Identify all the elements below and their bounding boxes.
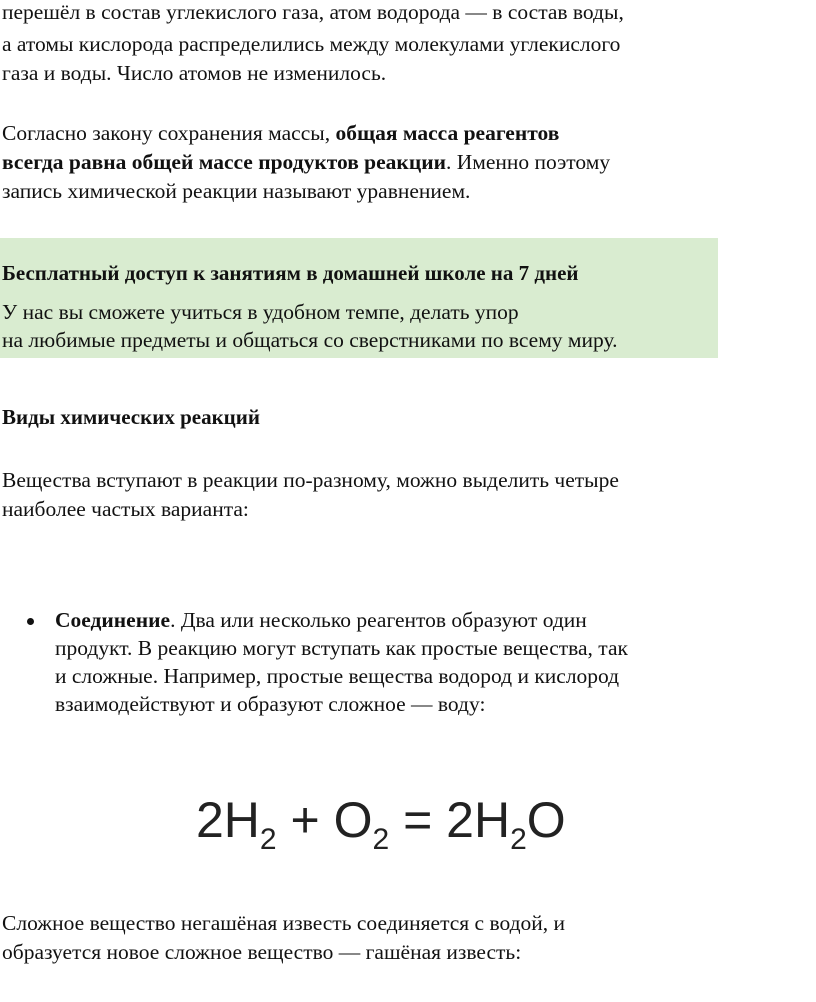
paragraph-line: наиболее частых варианта: — [2, 497, 249, 521]
paragraph-line — [2, 148, 610, 176]
promo-title[interactable]: Бесплатный доступ к занятиям в домашней школе на 7 дней — [2, 261, 579, 285]
bullet-icon — [27, 618, 34, 625]
promo-line: У нас вы сможете учиться в удобном темпе, делать упор — [2, 300, 519, 324]
list-item-line: продукт. В реакцию могут вступать как простые вещества, так — [55, 636, 628, 660]
text-span: Согласно закону сохранения массы, — [2, 121, 336, 145]
equation-part: 2H — [196, 792, 260, 848]
paragraph-line: Вещества вступают в реакции по-разному, можно выделить четыре — [2, 468, 619, 492]
equation-subscript: 2 — [372, 823, 390, 856]
list-item-line: и сложные. Например, простые вещества водород и кислород — [55, 664, 620, 688]
text-span: . Два или несколько реагентов образуют один — [170, 608, 587, 632]
equation-part: O — [526, 792, 566, 848]
paragraph-line: запись химической реакции называют уравнением. — [2, 179, 471, 203]
list-item-line: взаимодействуют и образуют сложное — воду: — [55, 692, 486, 716]
bold-text: всегда равна общей массе продуктов реакции — [2, 150, 446, 174]
list-item-line — [55, 606, 628, 634]
chemical-equation — [196, 790, 566, 856]
text-span: . Именно поэтому — [445, 150, 611, 174]
promo-line: на любимые предметы и общаться со сверстниками по всему миру. — [2, 328, 618, 352]
equation-subscript: 2 — [510, 823, 527, 856]
paragraph-line: перешёл в состав углекислого газа, атом водорода — в состав воды, — [2, 0, 624, 24]
paragraph-line: Сложное вещество негашёная известь соединяется с водой, и — [2, 911, 566, 935]
promo-text — [2, 298, 617, 354]
paragraph-line — [2, 119, 559, 147]
bold-text: общая масса реагентов — [335, 121, 560, 145]
equation-subscript: 2 — [259, 823, 277, 856]
paragraph-line: образуется новое сложное вещество — гашёная известь: — [2, 940, 522, 964]
bold-term: Соединение — [55, 608, 171, 632]
equation-part: + O — [276, 792, 373, 848]
paragraph-line: газа и воды. Число атомов не изменилось. — [2, 61, 387, 85]
section-heading: Виды химических реакций — [2, 405, 260, 429]
list-item — [55, 606, 628, 718]
equation-part: = 2H — [389, 792, 511, 848]
paragraph-line: а атомы кислорода распределились между молекулами углекислого — [2, 32, 621, 56]
